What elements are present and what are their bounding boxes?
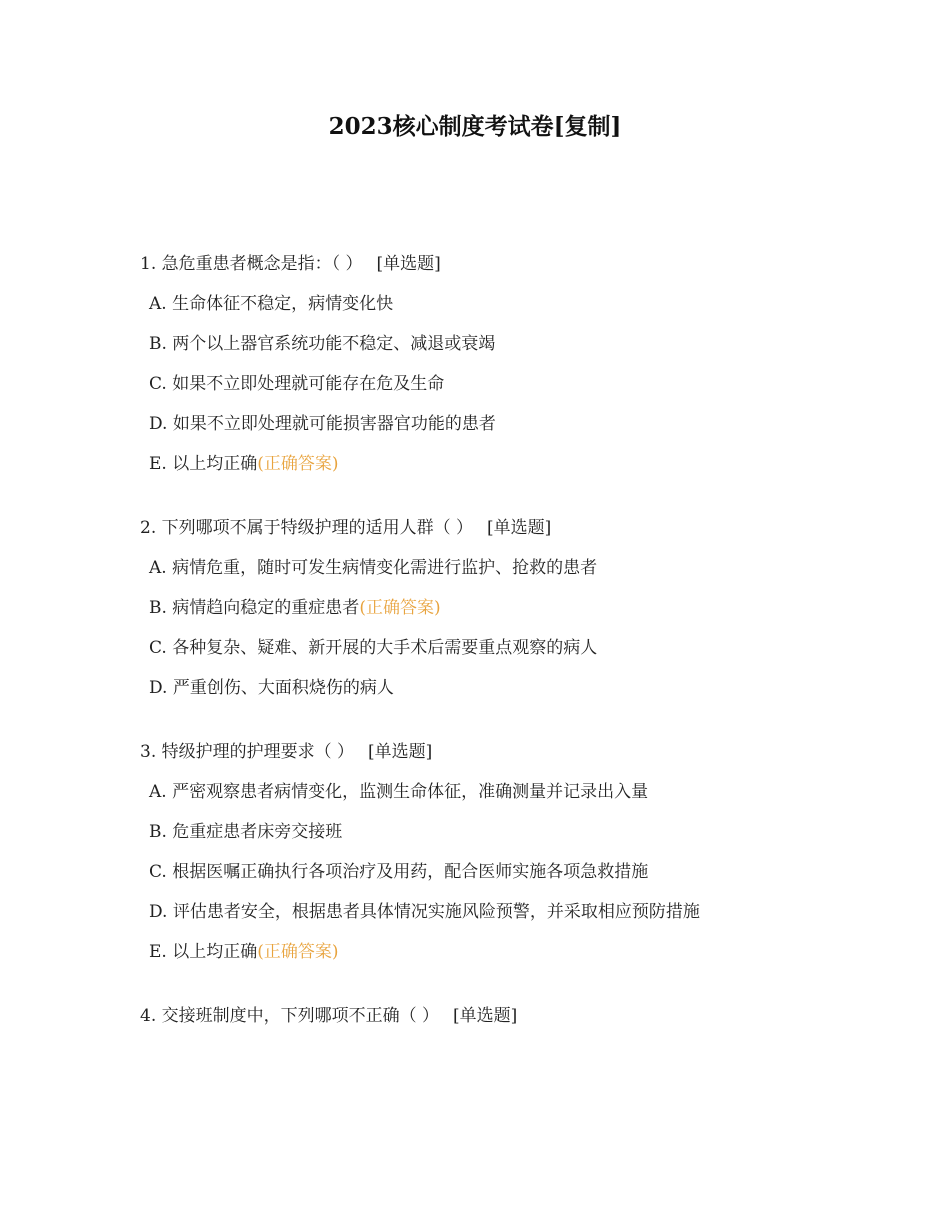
question-stem [140, 250, 900, 278]
option-e [140, 450, 900, 478]
option-b [140, 330, 900, 358]
correct-answer-tag: (正确答案) [257, 454, 339, 474]
option-text: A. 严密观察患者病情变化，监测生命体征，准确测量并记录出入量 [149, 782, 649, 802]
option-d [140, 898, 900, 926]
correct-answer-tag: (正确答案) [257, 942, 339, 962]
question-text: 2. 下列哪项不属于特级护理的适用人群（ ） [140, 518, 474, 538]
question-4 [140, 1002, 900, 1030]
question-stem [140, 1002, 900, 1030]
option-text: D. 如果不立即处理就可能损害器官功能的患者 [149, 414, 496, 434]
option-text: C. 如果不立即处理就可能存在危及生命 [149, 374, 445, 394]
question-type: [单选题] [368, 742, 433, 762]
option-text: E. 以上均正确 [149, 454, 258, 474]
option-text: A. 病情危重，随时可发生病情变化需进行监护、抢救的患者 [149, 558, 598, 578]
question-type: [单选题] [487, 518, 552, 538]
option-e [140, 938, 900, 966]
option-text: C. 根据医嘱正确执行各项治疗及用药，配合医师实施各项急救措施 [149, 862, 649, 882]
question-1 [140, 250, 900, 478]
option-text: B. 危重症患者床旁交接班 [149, 822, 343, 842]
question-text: 1. 急危重患者概念是指：（ ） [140, 254, 363, 274]
question-stem [140, 514, 900, 542]
option-a [140, 778, 900, 806]
option-d [140, 410, 900, 438]
question-text: 4. 交接班制度中，下列哪项不正确（ ） [140, 1006, 440, 1026]
option-d [140, 674, 900, 702]
question-type: [单选题] [453, 1006, 518, 1026]
option-a [140, 290, 900, 318]
option-b [140, 818, 900, 846]
question-3 [140, 738, 900, 966]
option-text: D. 严重创伤、大面积烧伤的病人 [149, 678, 394, 698]
option-text: E. 以上均正确 [149, 942, 258, 962]
option-text: C. 各种复杂、疑难、新开展的大手术后需要重点观察的病人 [149, 638, 598, 658]
option-c [140, 370, 900, 398]
question-2 [140, 514, 900, 702]
option-text: B. 两个以上器官系统功能不稳定、减退或衰竭 [149, 334, 496, 354]
option-text: B. 病情趋向稳定的重症患者 [149, 598, 360, 618]
question-type: [单选题] [376, 254, 441, 274]
option-text: D. 评估患者安全，根据患者具体情况实施风险预警，并采取相应预防措施 [149, 902, 700, 922]
question-stem [140, 738, 900, 766]
page-title: 2023核心制度考试卷[复制] [328, 113, 622, 140]
option-text: A. 生命体征不稳定，病情变化快 [149, 294, 394, 314]
question-list [140, 250, 900, 1066]
correct-answer-tag: (正确答案) [359, 598, 441, 618]
question-text: 3. 特级护理的护理要求（ ） [140, 742, 355, 762]
option-a [140, 554, 900, 582]
option-c [140, 858, 900, 886]
option-c [140, 634, 900, 662]
option-b [140, 594, 900, 622]
